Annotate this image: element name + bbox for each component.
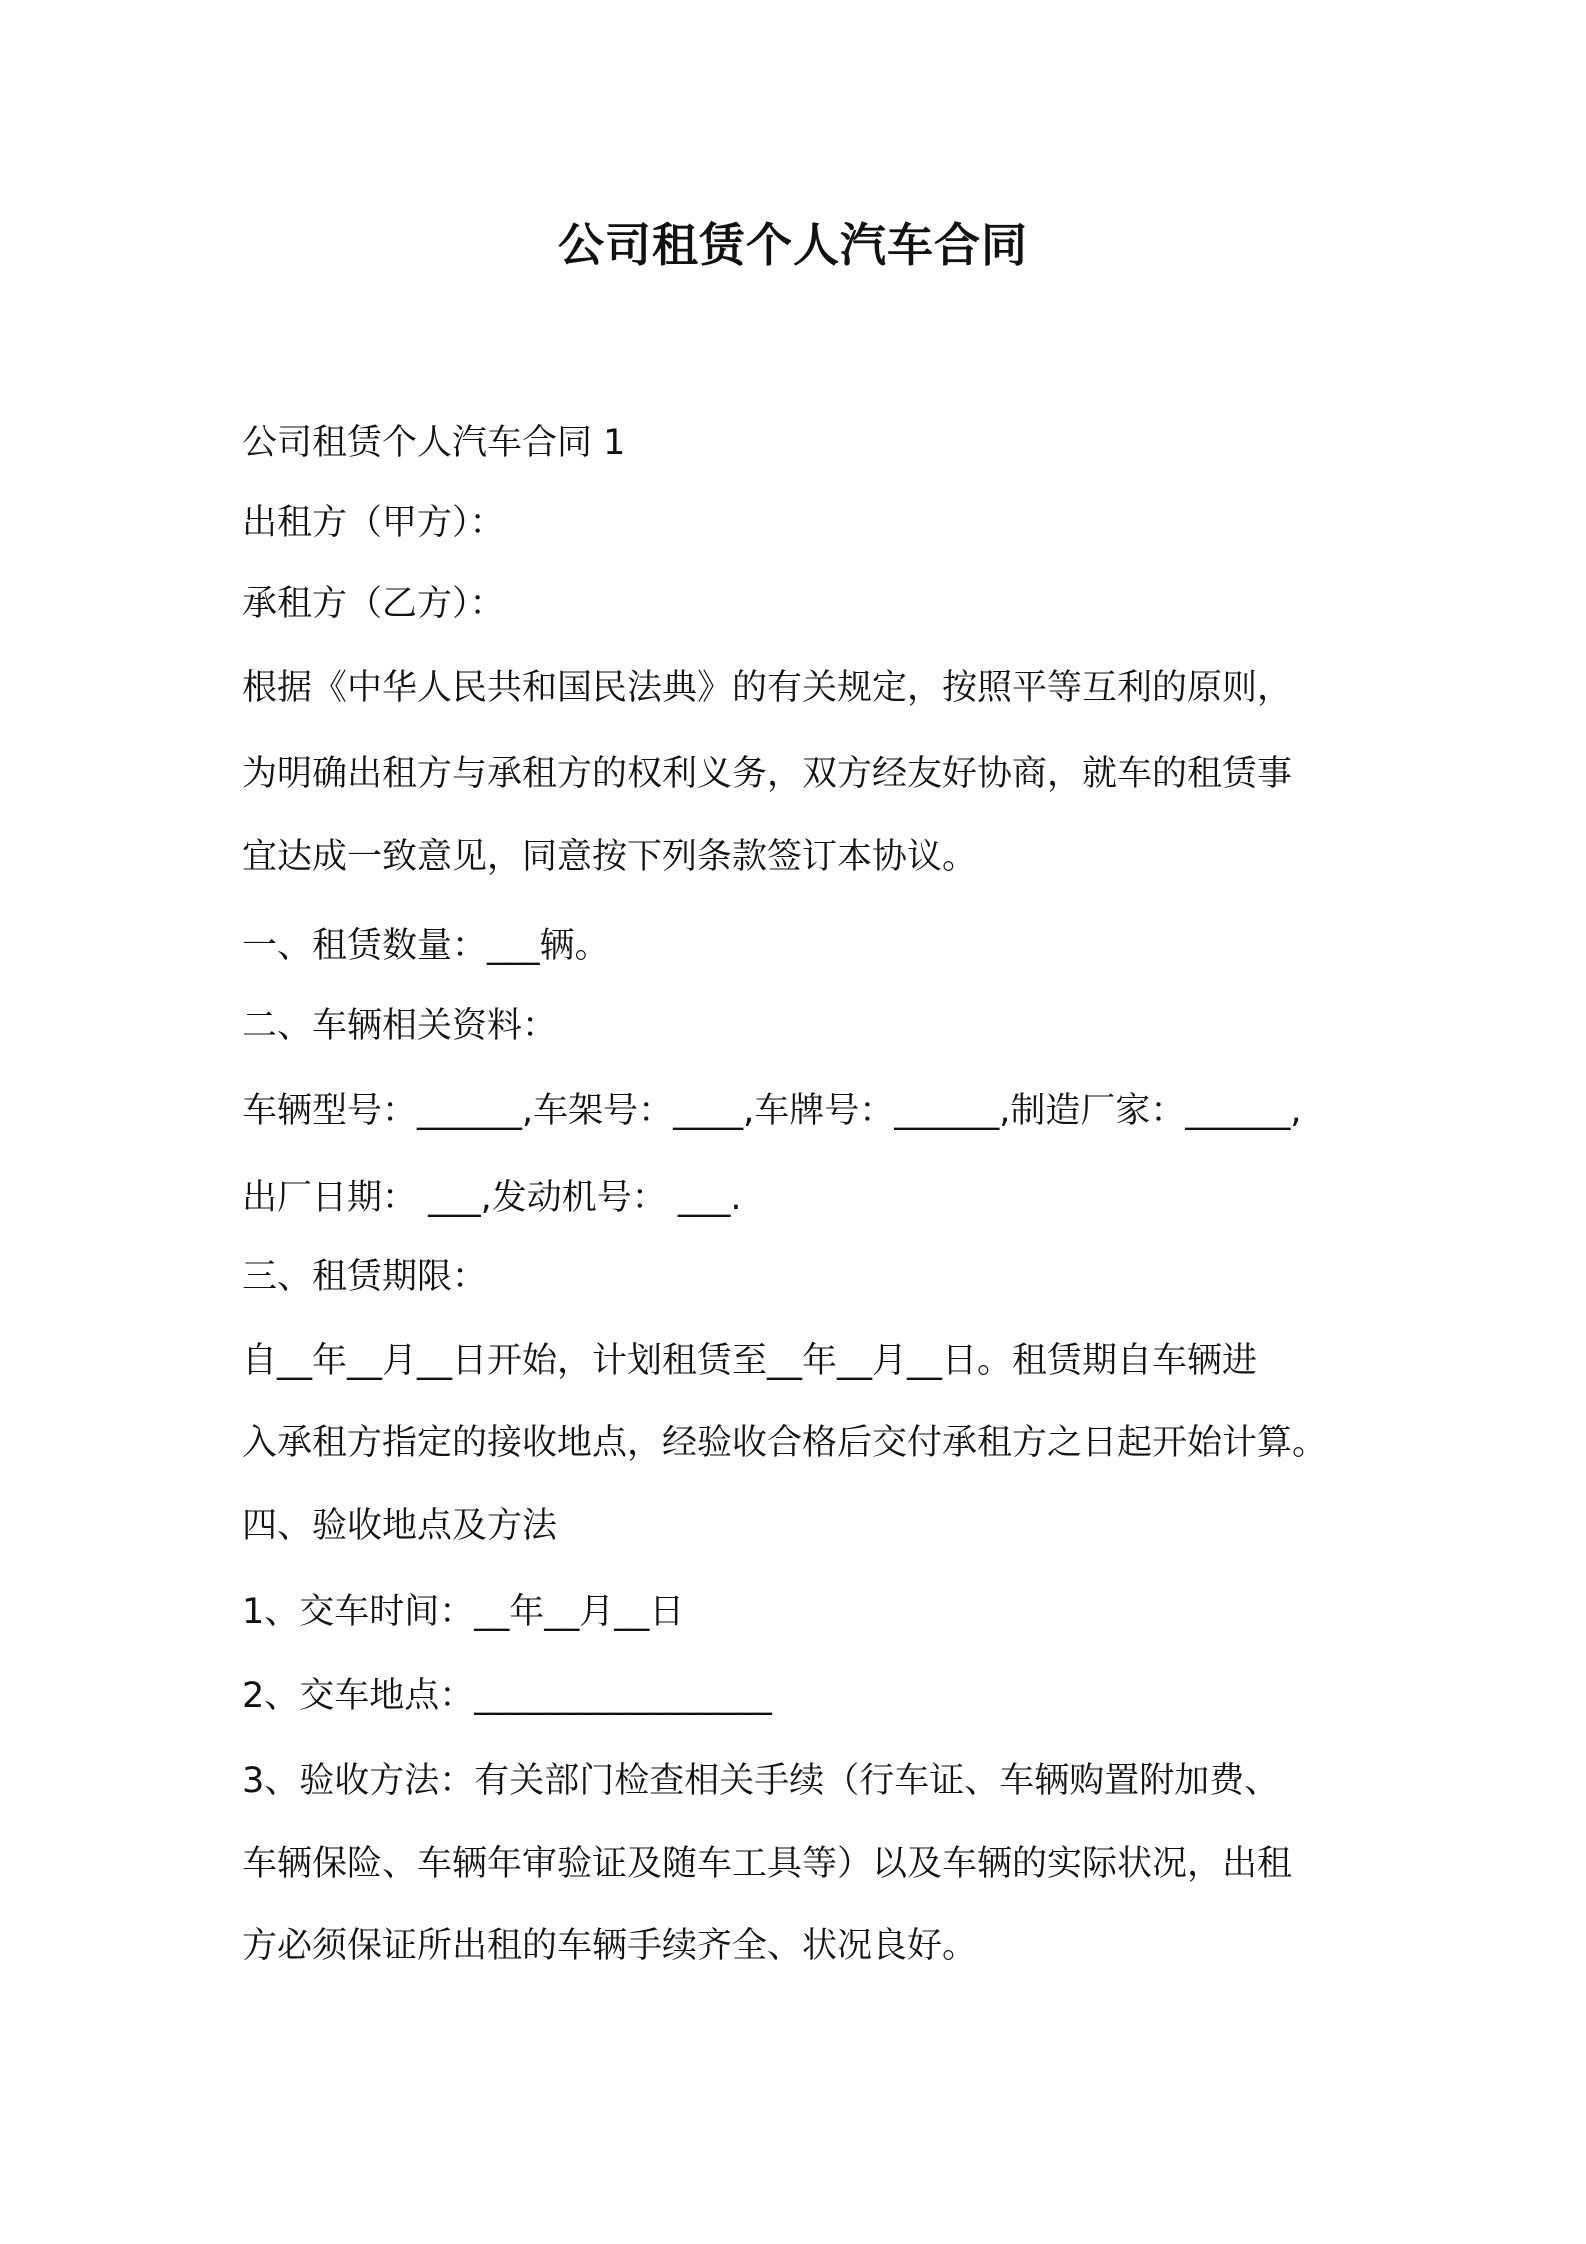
lessee-line: 承租方（乙方）： — [242, 584, 505, 624]
delivery-time: 1、交车时间：__年__月__日 — [242, 1592, 685, 1632]
preamble-line-3: 宜达成一致意见，同意按下列条款签订本协议。 — [242, 837, 978, 877]
preamble-line-2: 为明确出租方与承租方的权利义务，双方经友好协商，就车的租赁事 — [242, 754, 1293, 794]
acceptance-method-line-2: 车辆保险、车辆年审验证及随车工具等）以及车辆的实际状况，出租 — [242, 1844, 1293, 1884]
clause-3-heading: 三、租赁期限： — [242, 1257, 488, 1297]
delivery-location: 2、交车地点：_________________ — [242, 1676, 772, 1716]
lease-term-line-1: 自__年__月__日开始，计划租赁至__年__月__日。租赁期自车辆进 — [242, 1341, 1258, 1381]
acceptance-method-line-3: 方必须保证所出租的车辆手续齐全、状况良好。 — [242, 1926, 978, 1966]
contract-subtitle: 公司租赁个人汽车合同 1 — [242, 423, 626, 463]
vehicle-info-line-1: 车辆型号：______,车架号：____,车牌号：______,制造厂家：______, — [242, 1091, 1302, 1131]
acceptance-method-line-1: 3、验收方法：有关部门检查相关手续（行车证、车辆购置附加费、 — [242, 1761, 1280, 1801]
clause-2-heading: 二、车辆相关资料： — [242, 1006, 558, 1046]
clause-1-quantity: 一、租赁数量：___辆。 — [242, 926, 610, 966]
clause-4-heading: 四、验收地点及方法 — [242, 1506, 558, 1546]
vehicle-info-line-2: 出厂日期： ___,发动机号： ___. — [242, 1178, 742, 1218]
document-title: 公司租赁个人汽车合同 — [558, 218, 1028, 272]
preamble-line-1: 根据《中华人民共和国民法典》的有关规定，按照平等互利的原则， — [242, 668, 1293, 708]
lessor-line: 出租方（甲方）： — [242, 503, 505, 543]
lease-term-line-2: 入承租方指定的接收地点，经验收合格后交付承租方之日起开始计算。 — [242, 1423, 1328, 1463]
